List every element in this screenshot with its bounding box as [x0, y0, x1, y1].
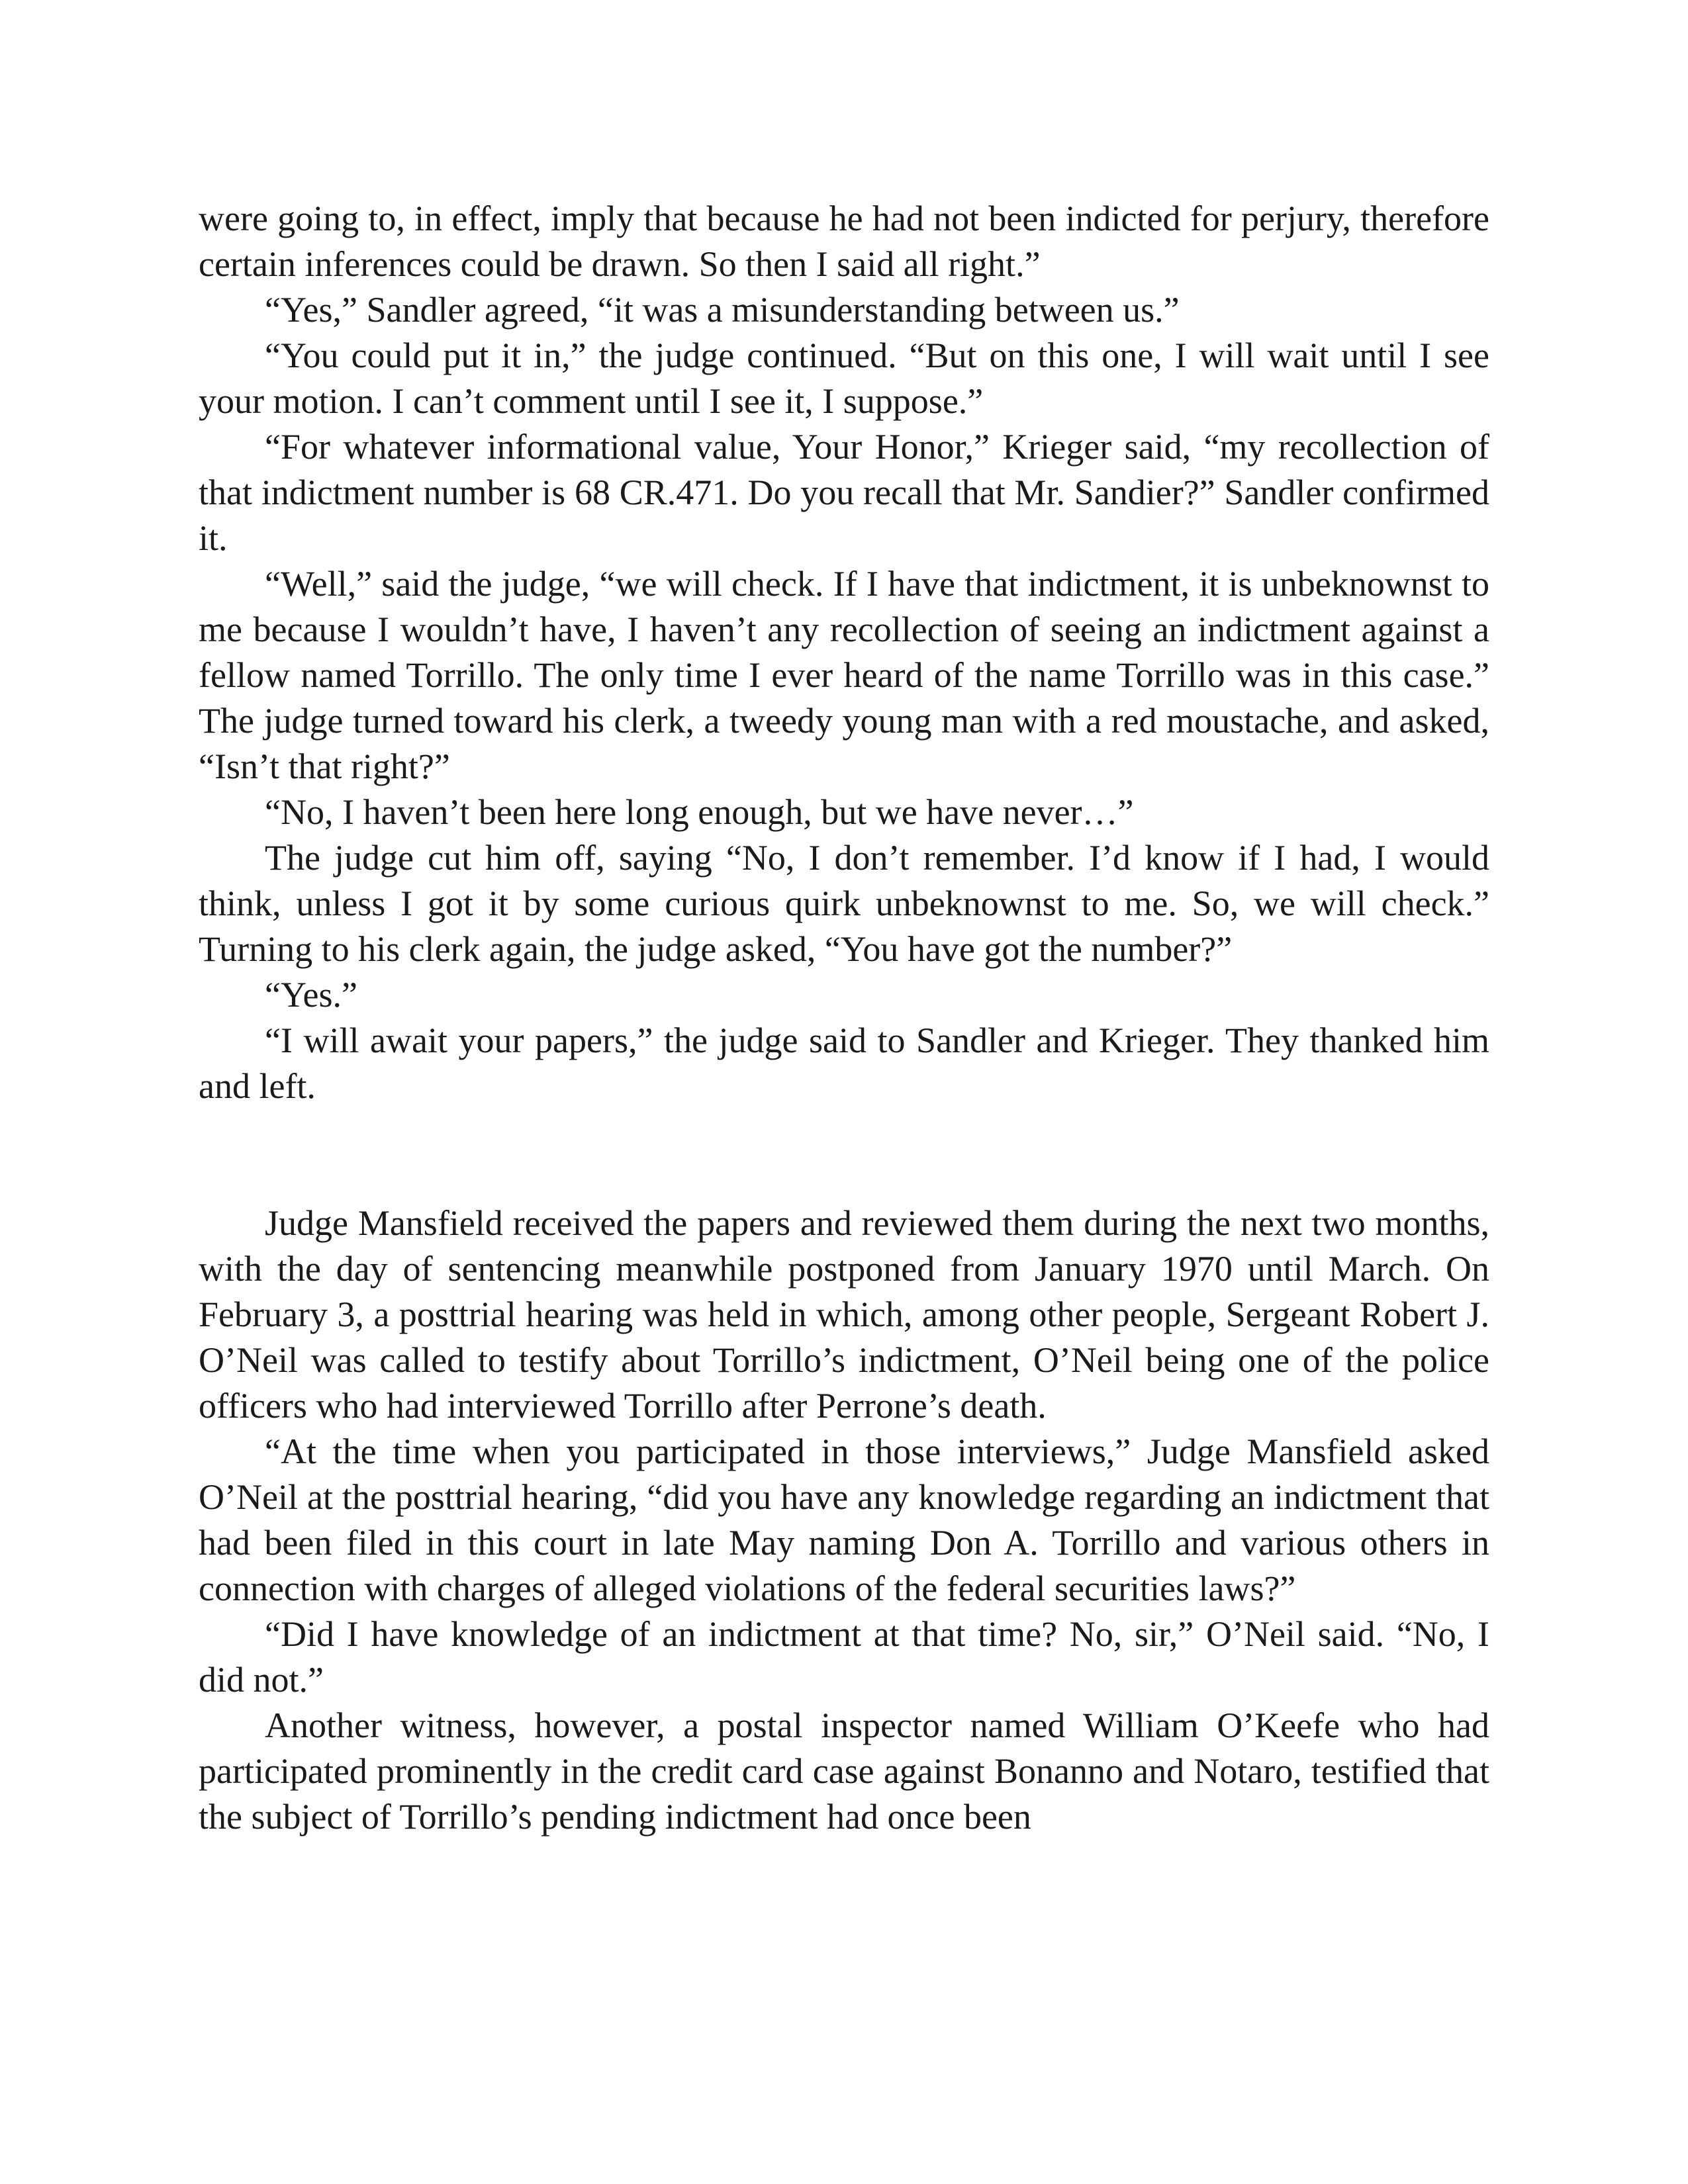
paragraph: The judge cut him off, saying “No, I don’t remember. I’d know if I had, I would think, unless I got it by some curious quirk unbeknownst to me. So, we will check.” Turning to his clerk again, the judge asked, “You have got the number?” — [199, 838, 1489, 969]
paragraph: Another witness, however, a postal inspector named William O’Keefe who had participated prominently in the credit card case against Bonanno and Notaro, testified that the subject of Torrillo’s pending indictment had once been — [199, 1706, 1489, 1837]
section-break — [199, 1109, 1489, 1201]
document-page — [199, 196, 1489, 1840]
paragraph: Judge Mansfield received the papers and reviewed them during the next two months, with the day of sentencing meanwhile postponed from January 1970 until March. On February 3, a posttrial hearing was held in which, among other people, Sergeant Robert J. O’Neil was called to testify about Torrillo’s indictment, O’Neil being one of the police officers who had interviewed Torrillo after Perrone’s death. — [199, 1203, 1489, 1426]
paragraph: “For whatever informational value, Your Honor,” Krieger said, “my recollection of that indictment number is 68 CR.471. Do you recall that Mr. Sandier?” Sandler confirmed it. — [199, 427, 1489, 558]
paragraph: “I will await your papers,” the judge said to Sandler and Krieger. They thanked him and left. — [199, 1021, 1489, 1106]
paragraph: “Did I have knowledge of an indictment at that time? No, sir,” O’Neil said. “No, I did not.” — [199, 1614, 1489, 1700]
paragraph: were going to, in effect, imply that because he had not been indicted for perjury, therefore certain inferences could be drawn. So then I said all right.” — [199, 199, 1489, 284]
paragraph: “You could put it in,” the judge continued. “But on this one, I will wait until I see your motion. I can’t comment until I see it, I suppose.” — [199, 336, 1489, 421]
paragraph: “Well,” said the judge, “we will check. If I have that indictment, it is unbeknownst to me because I wouldn’t have, I haven’t any recollection of seeing an indictment against a fellow named Torrillo. The only time I ever heard of the name Torrillo was in this case.” The judge turned toward his clerk, a tweedy young man with a red moustache, and asked, “Isn’t that right?” — [199, 564, 1489, 786]
paragraph: “Yes.” — [265, 975, 358, 1015]
paragraph: “Yes,” Sandler agreed, “it was a misunderstanding between us.” — [265, 290, 1180, 330]
paragraph: “No, I haven’t been here long enough, but we have never…” — [265, 792, 1134, 832]
paragraph: “At the time when you participated in those interviews,” Judge Mansfield asked O’Neil at the posttrial hearing, “did you have any knowledge regarding an indictment that had been filed in this court in late May naming Don A. Torrillo and various others in connection with charges of alleged violations of the federal securities laws?” — [199, 1432, 1489, 1608]
